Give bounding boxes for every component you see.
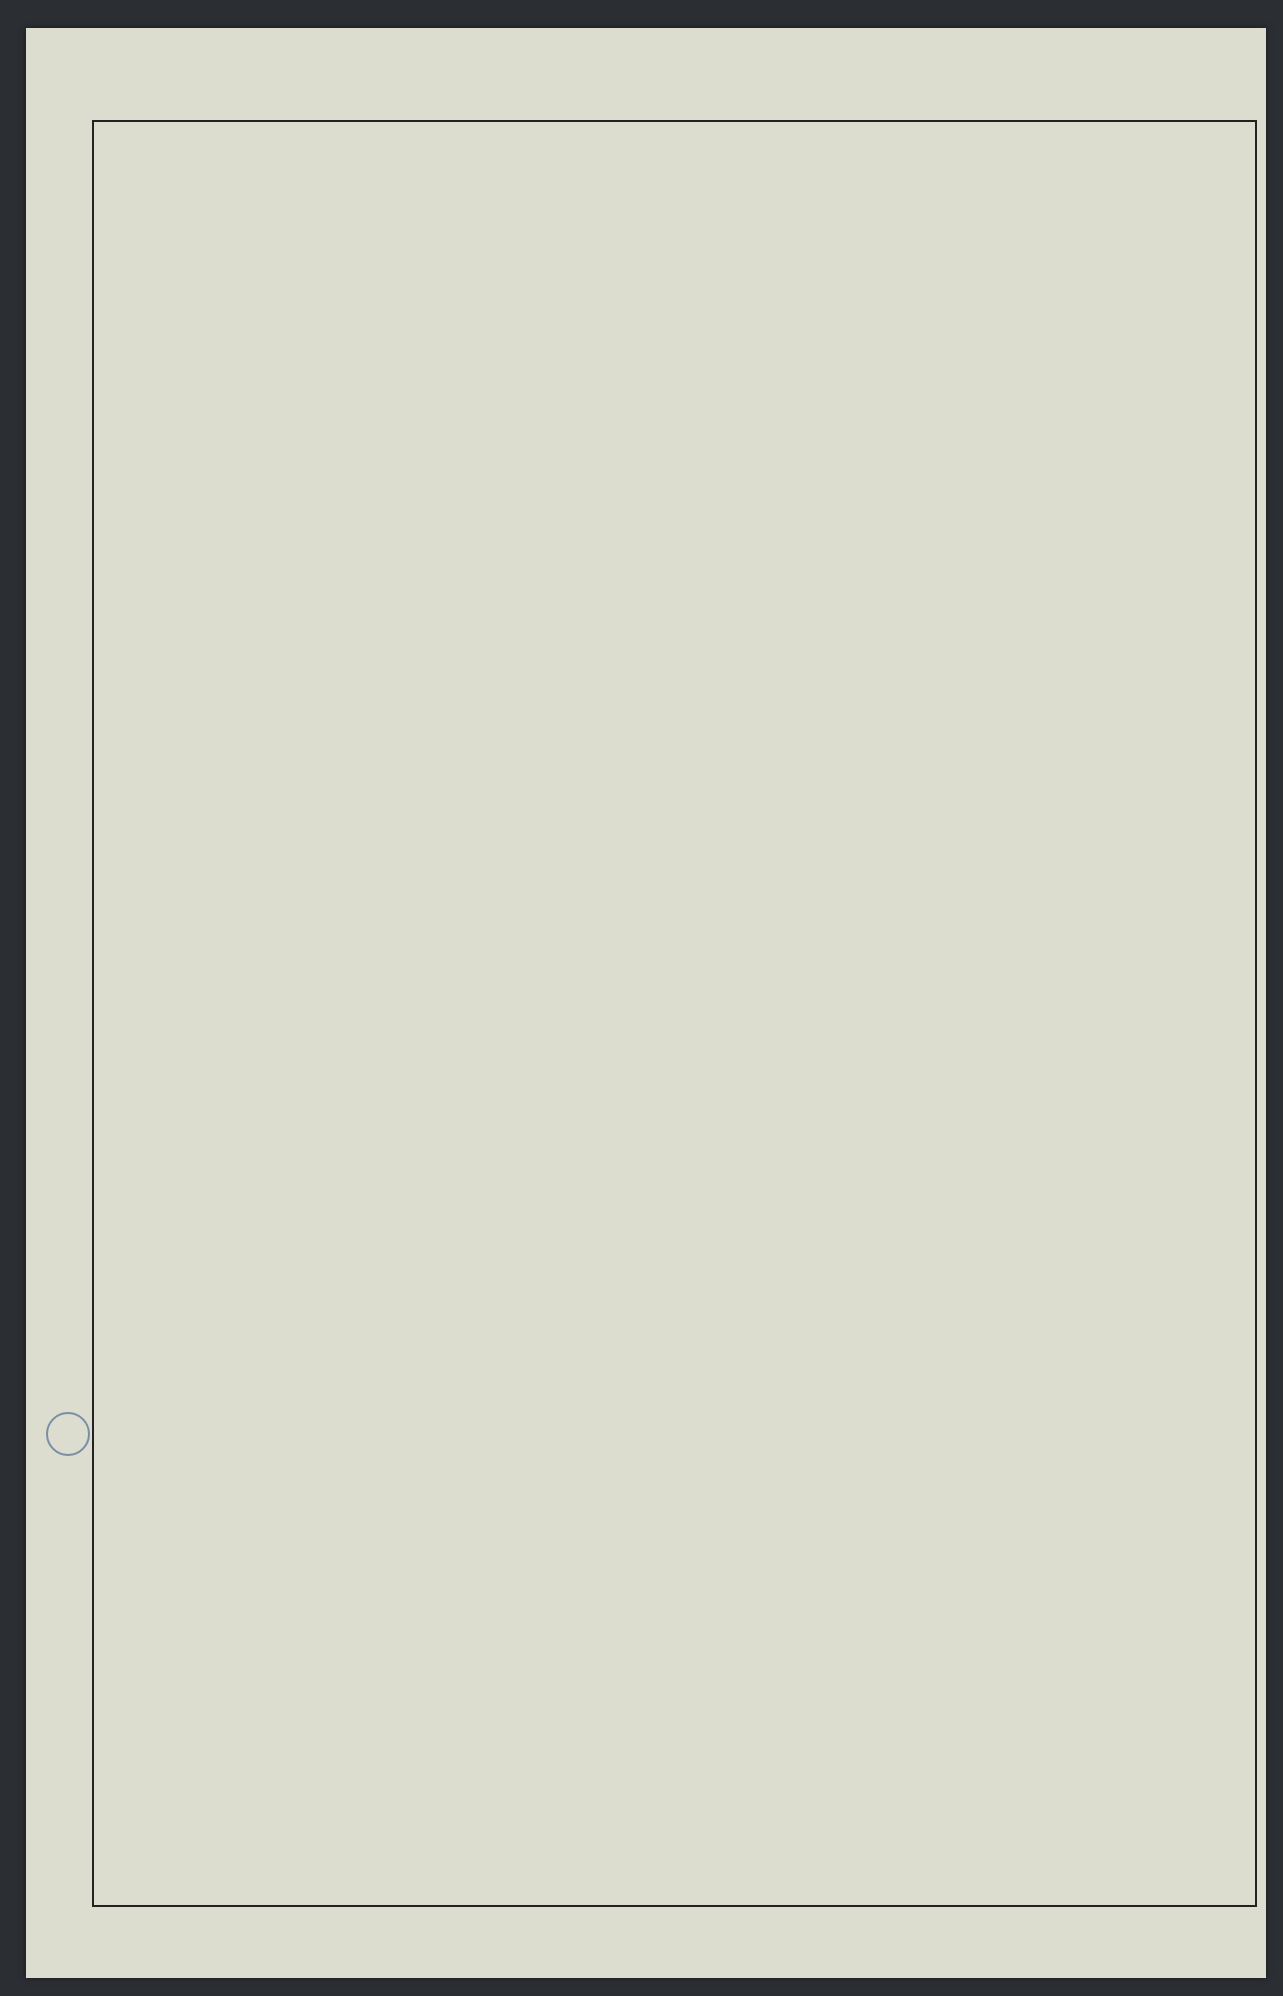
log-page	[26, 28, 1266, 1978]
officer-initials-stamp	[46, 1412, 90, 1456]
log-frame	[92, 120, 1257, 1907]
